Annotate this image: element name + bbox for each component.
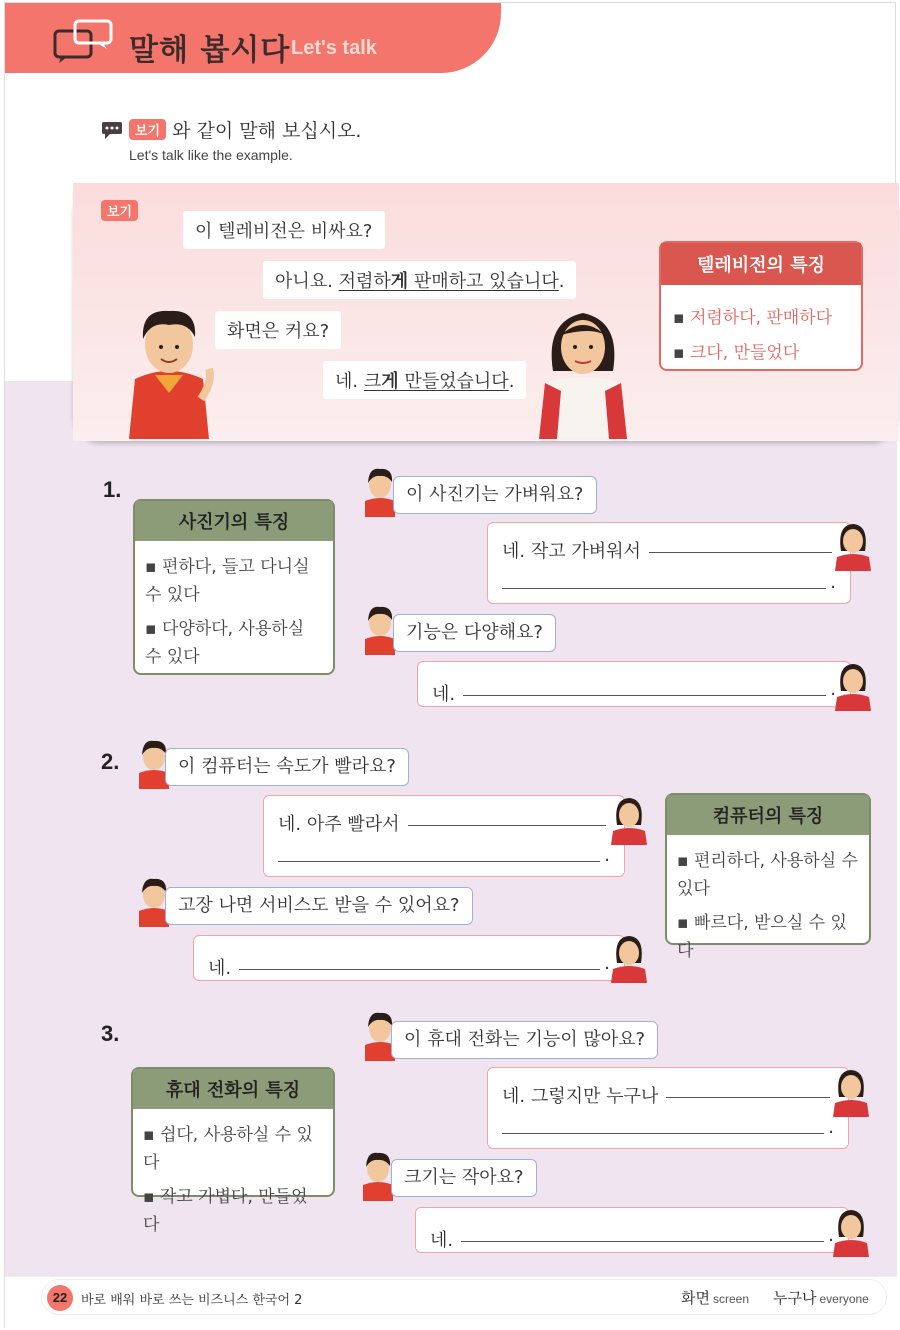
computer-feature-item: ▪ 편리하다, 사용하실 수 있다 <box>677 847 859 903</box>
camera-feature-card <box>133 499 335 675</box>
phone-feature-card <box>131 1067 335 1235</box>
question-bubble: 이 휴대 전화는 기능이 많아요? <box>391 1021 658 1059</box>
section-subtitle: Let's talk <box>291 37 377 59</box>
exercise-number: 3. <box>101 1021 120 1046</box>
woman-avatar <box>609 795 649 845</box>
answer-blank[interactable] <box>408 825 607 826</box>
page-number: 22 <box>47 1285 73 1311</box>
boy-avatar <box>363 605 397 655</box>
computer-feature-item: ▪ 빠르다, 받으실 수 있다 <box>677 909 859 965</box>
question-bubble: 이 사진기는 가벼워요? <box>393 476 597 514</box>
computer-feature-title: 컴퓨터의 특징 <box>667 795 869 835</box>
phone-feature-item: ▪ 쉽다, 사용하실 수 있다 <box>143 1121 323 1177</box>
answer-blank[interactable] <box>502 1133 824 1134</box>
answer-blank[interactable] <box>239 969 600 970</box>
example-answer-1: 아니요. 저렴하게 판매하고 있습니다. <box>263 261 576 299</box>
tv-feature-title: 텔레비전의 특징 <box>661 243 861 285</box>
woman-avatar <box>831 1207 871 1257</box>
question-bubble: 기능은 다양해요? <box>393 614 556 652</box>
example-question-1: 이 텔레비전은 비싸요? <box>183 211 385 249</box>
answer-prefix: 네. 작고 가벼워서 <box>502 541 641 562</box>
example-label: 보기 <box>101 200 138 221</box>
answer-box: 네. . <box>193 935 625 981</box>
exercise-number: 2. <box>101 749 120 774</box>
computer-feature-card <box>665 793 871 961</box>
woman-illustration <box>535 301 631 439</box>
answer-box: 네. . <box>415 1207 849 1253</box>
answer-prefix: 네. <box>432 684 456 705</box>
phone-feature-item: ▪ 작고 가볍다, 만들었다 <box>143 1183 323 1239</box>
boy-illustration <box>121 303 217 439</box>
woman-avatar <box>833 661 873 711</box>
answer-blank[interactable] <box>278 861 600 862</box>
answer-blank[interactable] <box>463 695 826 696</box>
question-bubble: 크기는 작아요? <box>391 1159 537 1197</box>
book-title: 바로 배워 바로 쓰는 비즈니스 한국어 2 <box>81 1293 303 1308</box>
boy-avatar <box>361 1151 395 1201</box>
example-answer-2: 네. 크게 만들었습니다. <box>323 361 526 399</box>
tv-feature-item: ▪ 크다, 만들었다 <box>673 338 849 363</box>
textbook-page <box>4 2 896 1328</box>
instruction-text: 와 같이 말해 보십시오. <box>172 120 362 142</box>
answer-blank[interactable] <box>649 552 832 553</box>
instruction-english: Let's talk like the example. <box>129 147 293 163</box>
woman-avatar <box>609 933 649 983</box>
question-bubble: 고장 나면 서비스도 받을 수 있어요? <box>165 887 473 925</box>
answer-blank[interactable] <box>666 1097 830 1098</box>
answer-box: 네. 작고 가벼워서 . <box>487 522 851 604</box>
answer-box: 네. . <box>417 661 851 707</box>
exercise-number: 1. <box>103 477 122 502</box>
woman-avatar <box>833 521 873 571</box>
section-title: 말해 봅시다 <box>129 33 291 68</box>
question-bubble: 이 컴퓨터는 속도가 빨라요? <box>165 748 409 786</box>
camera-feature-item: ▪ 편하다, 들고 다니실 수 있다 <box>145 553 323 609</box>
answer-blank[interactable] <box>461 1241 824 1242</box>
example-question-2: 화면은 커요? <box>215 311 341 349</box>
answer-prefix: 네. <box>208 958 232 979</box>
answer-box: 네. 그렇지만 누구나 . <box>487 1067 849 1149</box>
camera-feature-title: 사진기의 특징 <box>135 501 333 541</box>
answer-box: 네. 아주 빨라서 . <box>263 795 625 877</box>
boy-avatar <box>363 467 397 517</box>
answer-prefix: 네. <box>430 1230 454 1251</box>
answer-prefix: 네. 그렇지만 누구나 <box>502 1086 659 1107</box>
vocab-item: 화면 screen <box>681 1289 750 1307</box>
chat-icon <box>101 121 123 139</box>
speech-bubbles-icon <box>51 17 121 63</box>
answer-prefix: 네. 아주 빨라서 <box>278 814 400 835</box>
instruction <box>101 116 361 143</box>
vocab-item: 누구나 everyone <box>773 1289 869 1307</box>
answer-blank[interactable] <box>502 588 826 589</box>
tv-feature-card <box>659 241 863 371</box>
example-tag: 보기 <box>129 119 166 140</box>
phone-feature-title: 휴대 전화의 특징 <box>133 1069 333 1109</box>
camera-feature-item: ▪ 다양하다, 사용하실 수 있다 <box>145 615 323 671</box>
woman-avatar <box>831 1067 871 1117</box>
tv-feature-item: ▪ 저렴하다, 판매하다 <box>673 303 849 328</box>
